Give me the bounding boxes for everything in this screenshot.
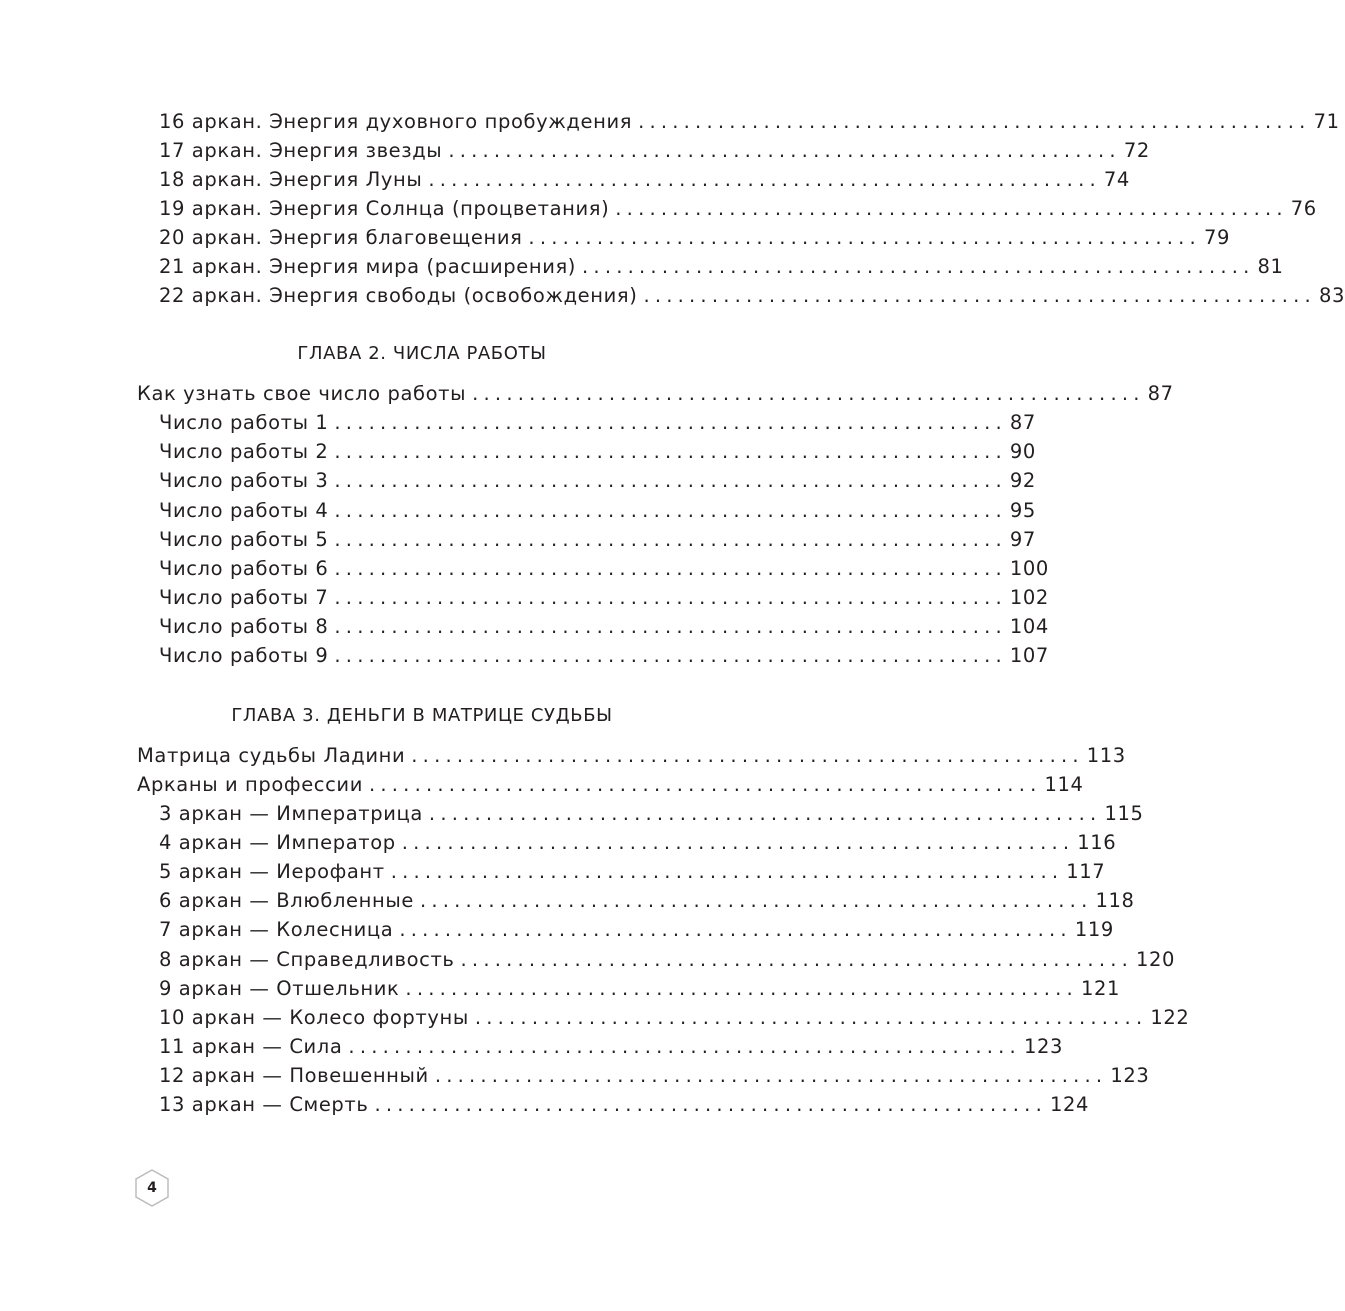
- dot-leader: ...........................................................: [434, 1064, 1108, 1087]
- toc-entry-title: 11 аркан — Сила: [159, 1035, 343, 1058]
- toc-entry-title: 17 аркан. Энергия звезды: [159, 139, 443, 162]
- toc-entry: [159, 497, 1036, 525]
- toc-entry-page: 115: [1104, 802, 1144, 825]
- toc-entry-title: 22 аркан. Энергия свободы (освобождения): [159, 284, 638, 307]
- toc-entry-title: Число работы 1: [159, 411, 329, 434]
- dot-leader: ...........................................................: [419, 889, 1093, 912]
- toc-entry-page: 107: [1009, 644, 1049, 667]
- toc-entry-title: Арканы и профессии: [137, 773, 363, 796]
- toc-entry: [159, 224, 1230, 252]
- toc-entry: [159, 887, 1135, 915]
- toc-entry: [159, 1004, 1190, 1032]
- toc-entry-title: 13 аркан — Смерть: [159, 1093, 369, 1116]
- toc-entry: [159, 800, 1144, 828]
- toc-entry-page: 97: [1009, 528, 1036, 551]
- dot-leader: ...........................................................: [428, 168, 1101, 191]
- chapter-heading: ГЛАВА 3. ДЕНЬГИ В МАТРИЦЕ СУДЬБЫ: [231, 705, 613, 726]
- toc-entry-title: Число работы 8: [159, 615, 329, 638]
- dot-leader: ...........................................................: [582, 255, 1255, 278]
- toc-entry-page: 76: [1290, 197, 1317, 220]
- dot-leader: ...........................................................: [334, 615, 1007, 638]
- toc-entry-page: 100: [1009, 557, 1049, 580]
- dot-leader: ...........................................................: [374, 1093, 1047, 1116]
- dot-leader: ...........................................................: [334, 586, 1007, 609]
- toc-entry-page: 81: [1257, 255, 1284, 278]
- dot-leader: ...........................................................: [460, 948, 1134, 971]
- toc-entry-page: 116: [1077, 831, 1117, 854]
- toc-entry-title: 5 аркан — Иерофант: [159, 860, 385, 883]
- toc-entry-page: 72: [1123, 139, 1150, 162]
- dot-leader: ...........................................................: [334, 469, 1007, 492]
- toc-entry: [137, 380, 1174, 408]
- toc-entry: [159, 438, 1036, 466]
- toc-entry: [159, 526, 1036, 554]
- page-number-badge: [133, 1168, 171, 1208]
- toc-entry-title: Число работы 2: [159, 440, 329, 463]
- toc-entry: [159, 409, 1036, 437]
- toc-entry: [159, 1033, 1063, 1061]
- toc-entry-title: Число работы 9: [159, 644, 329, 667]
- toc-entry-page: 87: [1009, 411, 1036, 434]
- toc-entry-page: 121: [1080, 977, 1120, 1000]
- toc-entry: [159, 829, 1117, 857]
- toc-entry-title: 18 аркан. Энергия Луны: [159, 168, 423, 191]
- dot-leader: ...........................................................: [401, 831, 1075, 854]
- dot-leader: ...........................................................: [472, 382, 1145, 405]
- toc-entry-page: 119: [1074, 918, 1114, 941]
- toc-entry: [159, 916, 1114, 944]
- toc-entry-title: 8 аркан — Справедливость: [159, 948, 455, 971]
- dot-leader: ...........................................................: [334, 499, 1007, 522]
- toc-entry-title: 3 аркан — Императрица: [159, 802, 423, 825]
- toc-entry: [159, 584, 1049, 612]
- toc-entry-page: 124: [1049, 1093, 1090, 1116]
- toc-entry-page: 90: [1009, 440, 1036, 463]
- dot-leader: ...........................................................: [390, 860, 1064, 883]
- dot-leader: ...........................................................: [348, 1035, 1021, 1058]
- toc-entry-page: 71: [1313, 110, 1340, 133]
- toc-entry: [137, 742, 1126, 770]
- toc-entry-page: 102: [1009, 586, 1049, 609]
- dot-leader: ...........................................................: [428, 802, 1102, 825]
- toc-entry-title: Матрица судьбы Ладини: [137, 744, 406, 767]
- chapter-heading: ГЛАВА 2. ЧИСЛА РАБОТЫ: [297, 343, 547, 364]
- dot-leader: ...........................................................: [405, 977, 1078, 1000]
- toc-entry-page: 123: [1110, 1064, 1150, 1087]
- toc-entry-title: 21 аркан. Энергия мира (расширения): [159, 255, 577, 278]
- toc-entry: [159, 282, 1345, 310]
- toc-entry: [159, 1091, 1090, 1119]
- toc-entry: [159, 166, 1130, 194]
- toc-entry-title: 19 аркан. Энергия Солнца (процветания): [159, 197, 610, 220]
- toc-entry: [159, 137, 1150, 165]
- dot-leader: ...........................................................: [643, 284, 1316, 307]
- toc-entry-page: 79: [1203, 226, 1230, 249]
- dot-leader: ...........................................................: [334, 644, 1007, 667]
- toc-entry-page: 120: [1136, 948, 1176, 971]
- toc-entry-page: 118: [1095, 889, 1135, 912]
- toc-entry-page: 122: [1150, 1006, 1190, 1029]
- toc-entry-title: 6 аркан — Влюбленные: [159, 889, 414, 912]
- toc-entry-page: 74: [1103, 168, 1130, 191]
- toc-entry: [159, 555, 1049, 583]
- dot-leader: ...........................................................: [399, 918, 1072, 941]
- toc-entry: [159, 613, 1049, 641]
- dot-leader: ...........................................................: [334, 528, 1007, 551]
- toc-entry-page: 87: [1147, 382, 1174, 405]
- toc-entry-page: 113: [1086, 744, 1126, 767]
- toc-entry-page: 123: [1023, 1035, 1063, 1058]
- toc-entry-page: 95: [1009, 499, 1036, 522]
- toc-entry: [159, 467, 1036, 495]
- toc-entry: [159, 1062, 1150, 1090]
- toc-entry: [159, 253, 1284, 281]
- toc-entry: [159, 858, 1106, 886]
- toc-entry-page: 117: [1066, 860, 1106, 883]
- toc-entry-title: 12 аркан — Повешенный: [159, 1064, 429, 1087]
- dot-leader: ...........................................................: [334, 557, 1007, 580]
- dot-leader: ...........................................................: [615, 197, 1288, 220]
- toc-entry-title: 16 аркан. Энергия духовного пробуждения: [159, 110, 633, 133]
- toc-entry-title: Число работы 5: [159, 528, 329, 551]
- dot-leader: ...........................................................: [474, 1006, 1148, 1029]
- toc-entry: [159, 946, 1176, 974]
- toc-entry-title: Число работы 7: [159, 586, 329, 609]
- toc-entry-title: Число работы 6: [159, 557, 329, 580]
- toc-entry: [137, 771, 1084, 799]
- toc-entry: [159, 108, 1340, 136]
- dot-leader: ...........................................................: [334, 440, 1007, 463]
- dot-leader: ...........................................................: [638, 110, 1311, 133]
- toc-entry-title: Число работы 3: [159, 469, 329, 492]
- toc-entry-title: 10 аркан — Колесо фортуны: [159, 1006, 469, 1029]
- toc-entry-title: 7 аркан — Колесница: [159, 918, 394, 941]
- dot-leader: ...........................................................: [368, 773, 1042, 796]
- toc-entry-page: 92: [1009, 469, 1036, 492]
- toc-entry: [159, 975, 1120, 1003]
- dot-leader: ...........................................................: [448, 139, 1121, 162]
- toc-entry-title: 9 аркан — Отшельник: [159, 977, 400, 1000]
- dot-leader: ...........................................................: [528, 226, 1201, 249]
- dot-leader: ...........................................................: [334, 411, 1007, 434]
- toc-entry-title: 20 аркан. Энергия благовещения: [159, 226, 523, 249]
- toc-entry-title: Число работы 4: [159, 499, 329, 522]
- toc-entry-page: 104: [1009, 615, 1049, 638]
- dot-leader: ...........................................................: [411, 744, 1084, 767]
- page-number: 4: [147, 1180, 157, 1196]
- toc-entry: [159, 195, 1317, 223]
- toc-entry-page: 83: [1318, 284, 1345, 307]
- toc-entry-title: Как узнать свое число работы: [137, 382, 467, 405]
- toc-entry: [159, 642, 1049, 670]
- toc-entry-page: 114: [1044, 773, 1084, 796]
- toc-entry-title: 4 аркан — Император: [159, 831, 396, 854]
